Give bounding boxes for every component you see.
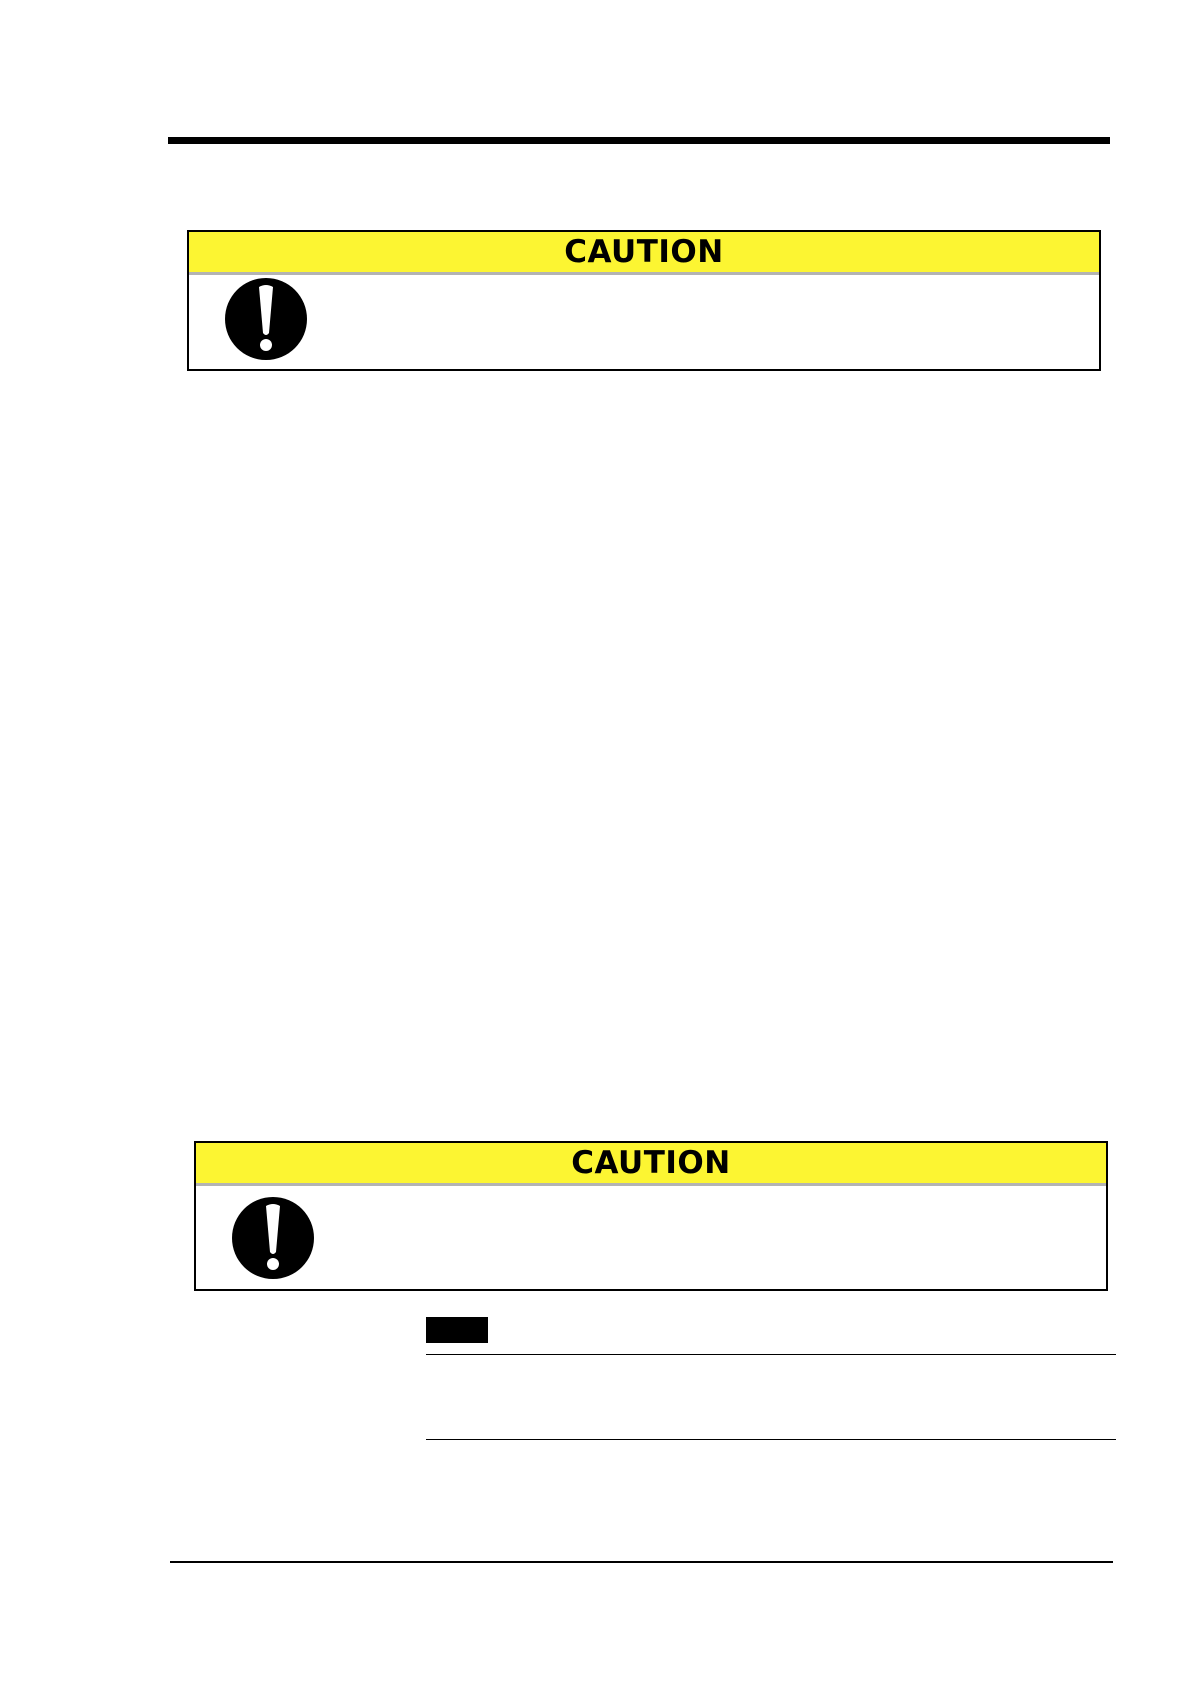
note-bottom-rule bbox=[426, 1439, 1116, 1440]
caution-title: CAUTION bbox=[564, 234, 724, 270]
note-label-block bbox=[426, 1317, 488, 1343]
note-top-rule bbox=[426, 1354, 1116, 1355]
caution-title: CAUTION bbox=[571, 1145, 731, 1181]
caution-header bbox=[189, 232, 1099, 275]
exclamation-icon bbox=[224, 277, 308, 361]
caution-box bbox=[194, 1141, 1108, 1291]
exclamation-icon bbox=[231, 1196, 315, 1280]
caution-header bbox=[196, 1143, 1106, 1186]
footer-rule bbox=[170, 1561, 1113, 1563]
caution-box bbox=[187, 230, 1101, 371]
header-rule bbox=[168, 137, 1110, 144]
